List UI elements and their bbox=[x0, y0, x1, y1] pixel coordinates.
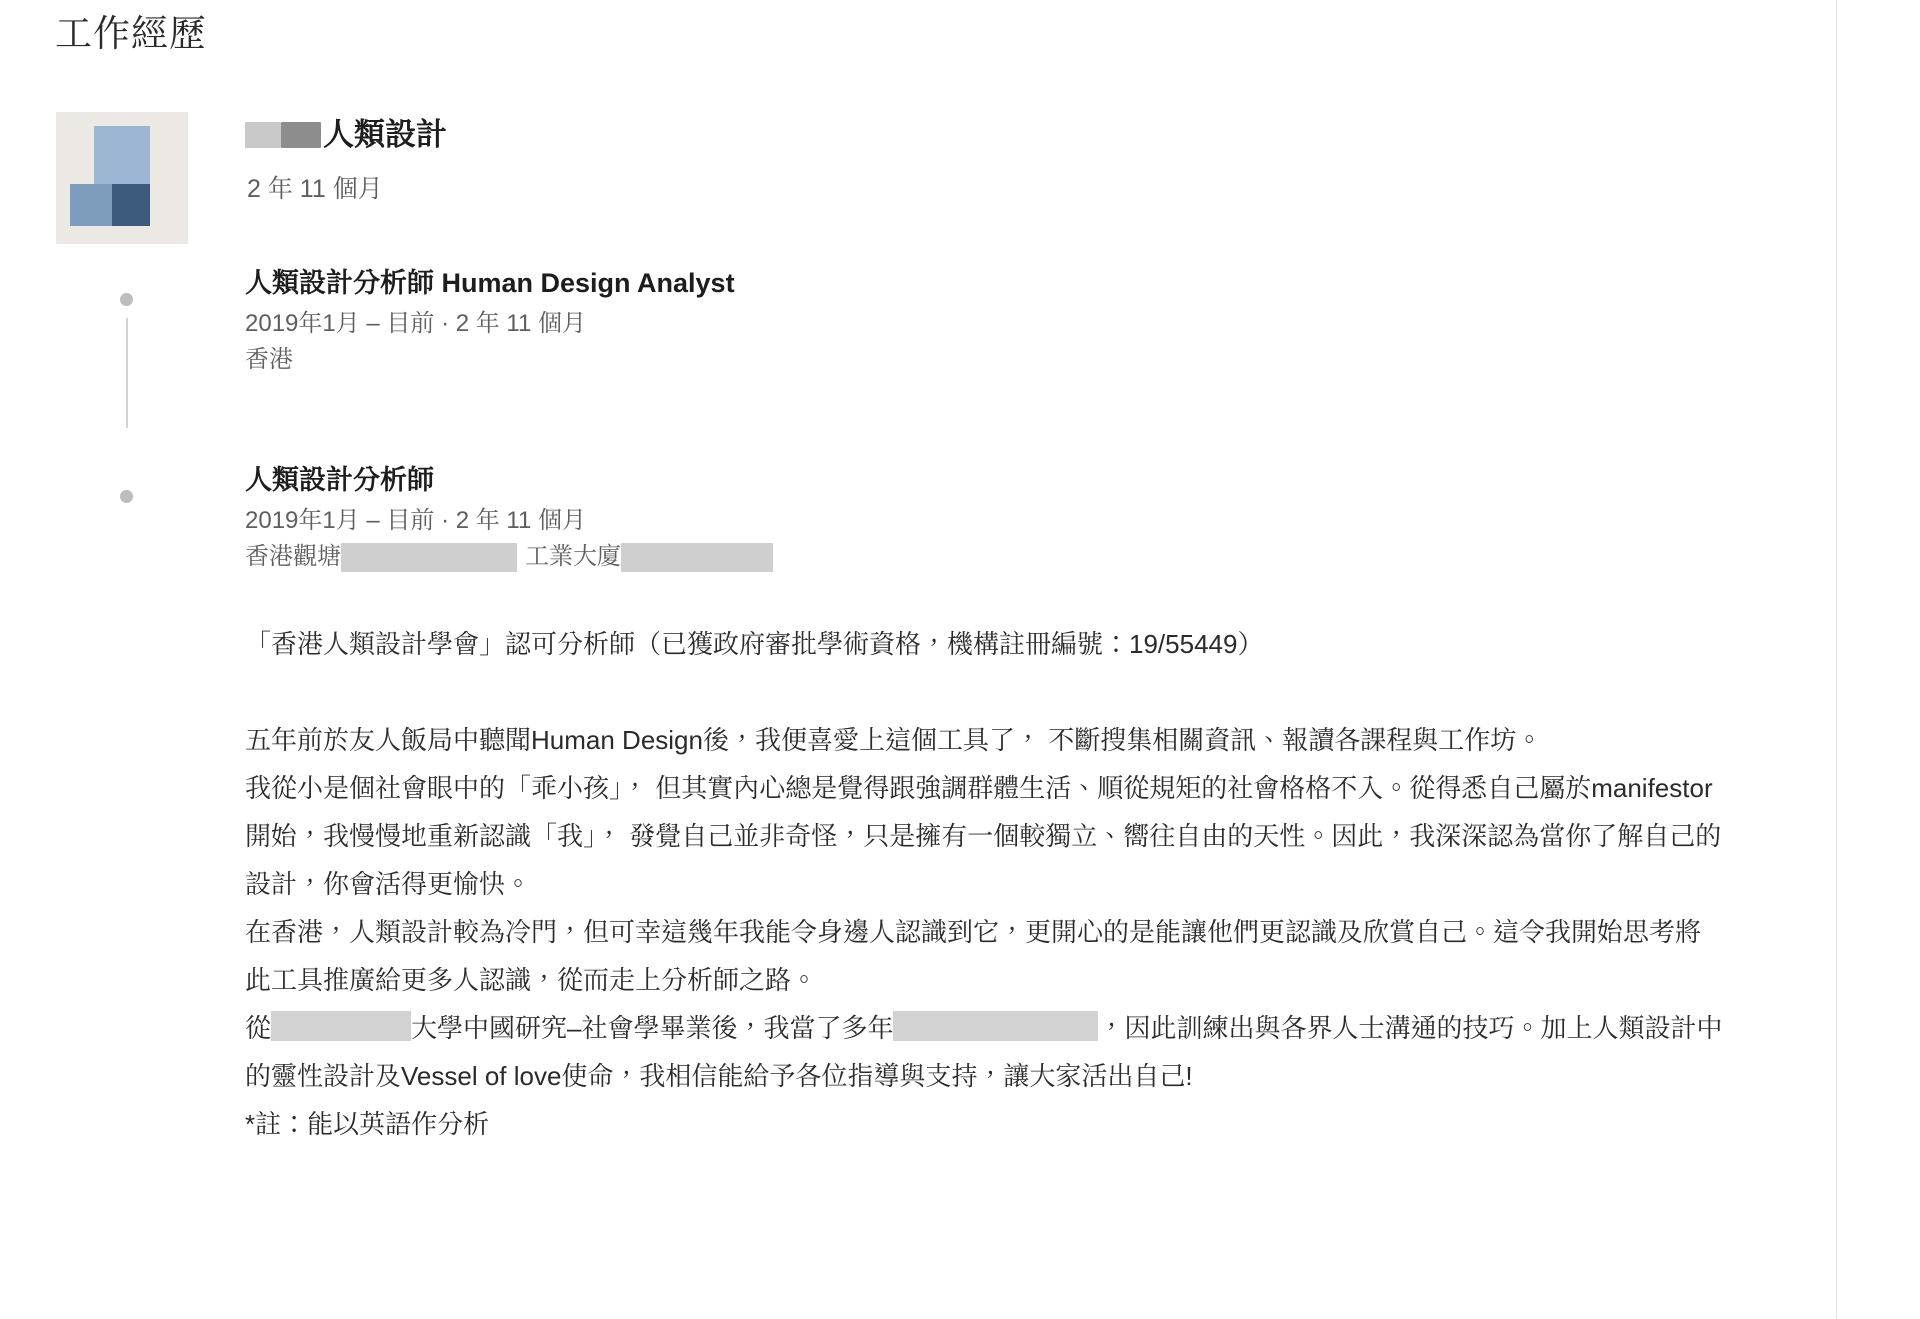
redaction-block bbox=[341, 543, 517, 572]
company-name-label: 人類設計 bbox=[323, 117, 447, 152]
timeline-line bbox=[126, 318, 128, 428]
description-note: *註：能以英語作分析 bbox=[245, 1109, 490, 1139]
role-location-suffix: 工業大廈 bbox=[525, 543, 621, 570]
description-text-start: 從 bbox=[245, 1013, 272, 1043]
description-text-mid: 大學中國研究–社會學畢業後，我當了多年 bbox=[411, 1013, 894, 1043]
redaction-block bbox=[893, 1011, 1098, 1041]
description-paragraph: 五年前於友人飯局中聽聞Human Design後，我便喜愛上這個工具了， 不斷搜集相關資訊、報讀各課程與工作坊。 bbox=[245, 725, 1543, 755]
redaction-block bbox=[271, 1011, 411, 1041]
role-location-label: 香港 bbox=[245, 346, 293, 373]
logo-shape-icon bbox=[112, 184, 150, 226]
paragraph-spacer bbox=[245, 668, 1725, 716]
description-paragraph: 我從小是個社會眼中的「乖小孩」， 但其實內心總是覺得跟強調群體生活、順從規矩的社會格格不入。從得悉自己屬於manifestor開始，我慢慢地重新認識「我」， 發覺自己並非奇怪，只是擁有一個較獨立、嚮往自由的天性。因此，我深深認為當你了解自己的設計，你會活得更愉快。 bbox=[245, 773, 1722, 899]
role-dates: 2019年1月 – 目前 · 2 年 11 個月 bbox=[245, 310, 587, 337]
description-paragraph: 在香港，人類設計較為冷門，但可幸這幾年我能令身邊人認識到它，更開心的是能讓他們更認識及欣賞自己。這令我開始思考將此工具推廣給更多人認識，從而走上分析師之路。 bbox=[245, 917, 1702, 995]
page-right-divider bbox=[1836, 0, 1837, 1319]
description-text-end: ，因此訓練出與各界人士溝通的技巧。加上人類設計中的靈性設計及Vessel of love使命，我相信能給予各位指導與支持，讓大家活出自己! bbox=[245, 1013, 1723, 1091]
logo-shape-icon bbox=[70, 184, 112, 226]
role-description bbox=[245, 620, 1725, 1148]
experience-role-item[interactable] bbox=[245, 265, 735, 377]
role-location-label: 香港觀塘 bbox=[245, 543, 341, 570]
role-location bbox=[245, 343, 735, 377]
company-name[interactable] bbox=[245, 115, 447, 155]
experience-role-item[interactable] bbox=[245, 462, 773, 574]
company-logo bbox=[56, 112, 188, 244]
timeline-dot-icon bbox=[120, 490, 133, 503]
page-title: 工作經歷 bbox=[55, 13, 207, 54]
role-title: 人類設計分析師 Human Design Analyst bbox=[245, 268, 735, 298]
role-title: 人類設計分析師 bbox=[245, 465, 434, 495]
redaction-block bbox=[281, 122, 321, 148]
role-dates: 2019年1月 – 目前 · 2 年 11 個月 bbox=[245, 507, 587, 534]
description-paragraph-redacted bbox=[245, 1004, 1725, 1100]
company-duration: 2 年 11 個月 bbox=[247, 175, 383, 203]
description-credential: 「香港人類設計學會」認可分析師（已獲政府審批學術資格，機構註冊編號：19/55449） bbox=[245, 629, 1264, 659]
redaction-block bbox=[245, 122, 281, 148]
timeline-dot-icon bbox=[120, 293, 133, 306]
redaction-block bbox=[621, 543, 773, 572]
role-location bbox=[245, 540, 773, 574]
